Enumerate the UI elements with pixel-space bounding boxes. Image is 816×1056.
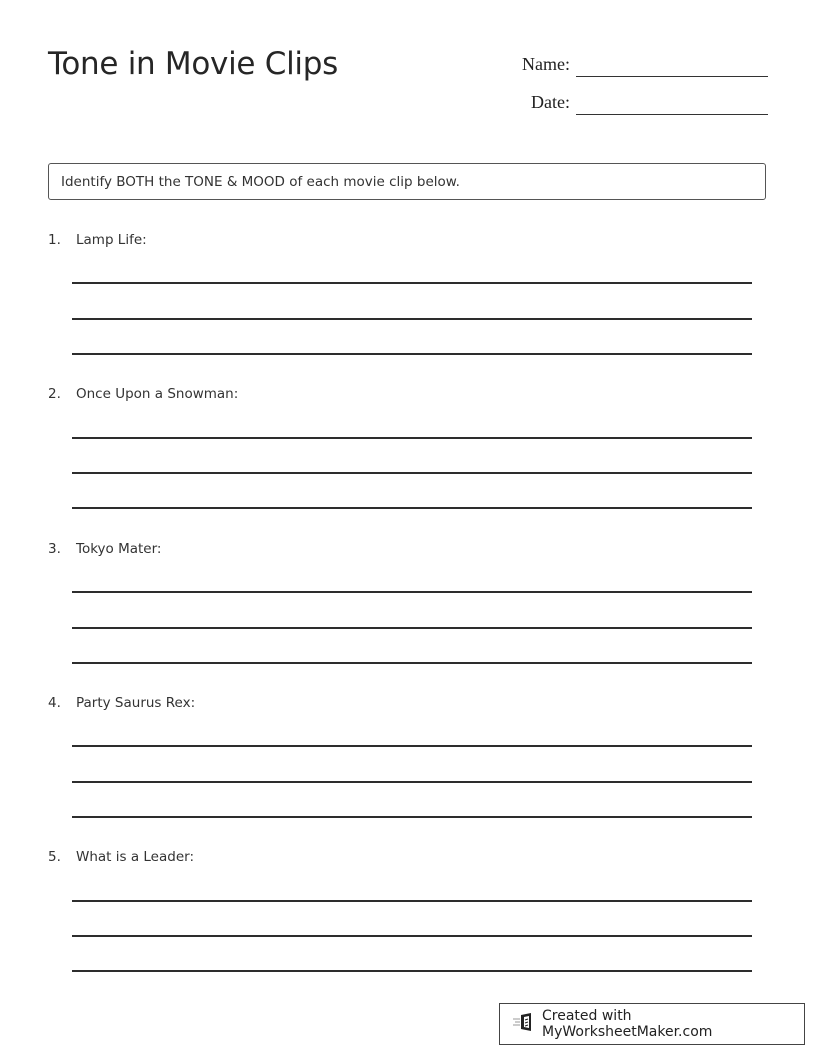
answer-line[interactable] [72, 900, 752, 902]
worksheet-maker-logo-icon [512, 1012, 542, 1036]
footer-text: Created with MyWorksheetMaker.com [542, 1008, 713, 1040]
name-label: Name: [522, 54, 570, 74]
question-number: 2. [48, 386, 61, 402]
answer-line[interactable] [72, 970, 752, 972]
page-title: Tone in Movie Clips [48, 46, 338, 82]
instructions-box: Identify BOTH the TONE & MOOD of each movie clip below. [48, 163, 766, 200]
footer-credit[interactable] [499, 1003, 805, 1045]
date-field [500, 92, 570, 114]
answer-line[interactable] [72, 591, 752, 593]
answer-line[interactable] [72, 935, 752, 937]
date-label: Date: [531, 92, 570, 112]
answer-line[interactable] [72, 472, 752, 474]
question-label: Party Saurus Rex: [76, 695, 196, 711]
answer-line[interactable] [72, 507, 752, 509]
answer-line[interactable] [72, 745, 752, 747]
question-label: What is a Leader: [76, 849, 194, 865]
answer-line[interactable] [72, 282, 752, 284]
question-label: Tokyo Mater: [76, 541, 162, 557]
question-number: 5. [48, 849, 61, 865]
name-field [500, 54, 570, 76]
question-number: 1. [48, 232, 61, 248]
question-4 [48, 695, 195, 711]
answer-line[interactable] [72, 437, 752, 439]
question-1 [48, 232, 147, 248]
answer-line[interactable] [72, 816, 752, 818]
question-label: Once Upon a Snowman: [76, 386, 239, 402]
name-input-line[interactable] [576, 76, 768, 77]
answer-line[interactable] [72, 627, 752, 629]
date-input-line[interactable] [576, 114, 768, 115]
question-5 [48, 849, 194, 865]
question-3 [48, 541, 161, 557]
question-2 [48, 386, 238, 402]
question-number: 3. [48, 541, 61, 557]
answer-line[interactable] [72, 781, 752, 783]
answer-line[interactable] [72, 353, 752, 355]
question-label: Lamp Life: [76, 232, 147, 248]
answer-line[interactable] [72, 318, 752, 320]
answer-line[interactable] [72, 662, 752, 664]
question-number: 4. [48, 695, 61, 711]
